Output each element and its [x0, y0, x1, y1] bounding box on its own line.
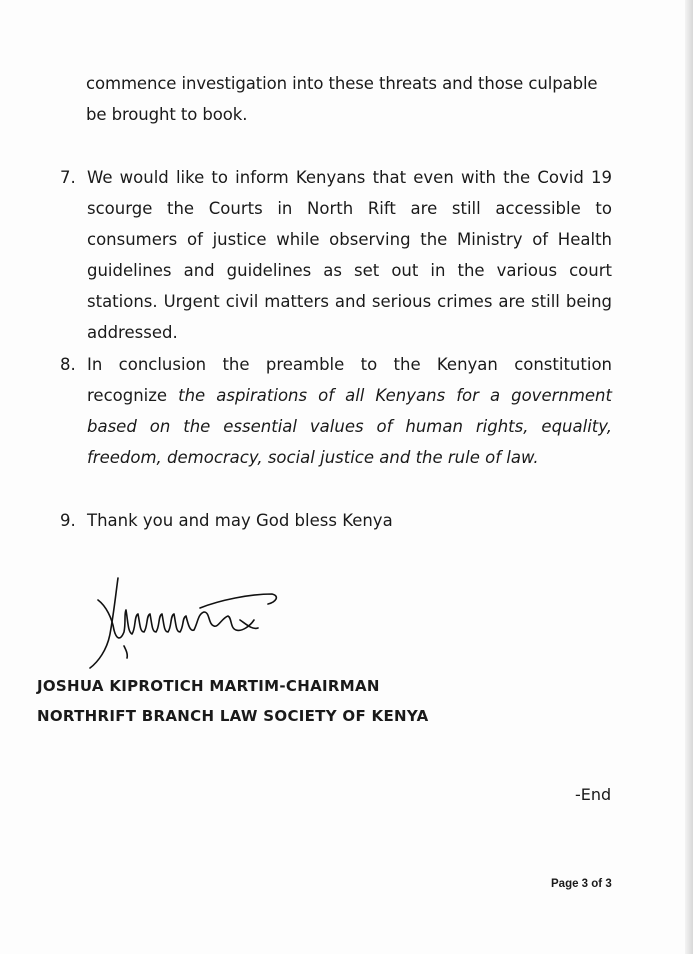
item-text-lead: In conclusion the preamble to the Kenyan constitution recognize	[87, 355, 612, 405]
item-text-italic: the aspirations of all Kenyans for a government based on the essential values of human rights, equality, freedom, democracy, social justice and the rule of law.	[87, 386, 612, 467]
item-text: We would like to inform Kenyans that even with the Covid 19 scourge the Courts in North Rift are still accessible to consumers of justice while observing the Ministry of Health guidelines and guidelines as set out in the various court stations. Urgent civil matters and serious crimes are still being addressed.	[87, 168, 612, 342]
handwritten-signature	[80, 572, 290, 672]
item-number: 7.	[60, 168, 76, 187]
signatory-name: JOSHUA KIPROTICH MARTIM-CHAIRMAN	[37, 677, 380, 695]
item-text: Thank you and may God bless Kenya	[87, 511, 393, 530]
item-text	[87, 349, 612, 473]
page-number	[551, 878, 612, 890]
page-edge-shadow	[685, 0, 693, 954]
item-number: 8.	[60, 355, 76, 374]
paragraph-continuation: commence investigation into these threats and those culpable be brought to book.	[86, 74, 598, 124]
signatory-organization: NORTHRIFT BRANCH LAW SOCIETY OF KENYA	[37, 707, 429, 725]
item-number: 9.	[60, 511, 76, 530]
page-number-label: Page 3 of 3	[551, 878, 612, 890]
end-marker: -End	[575, 785, 612, 804]
